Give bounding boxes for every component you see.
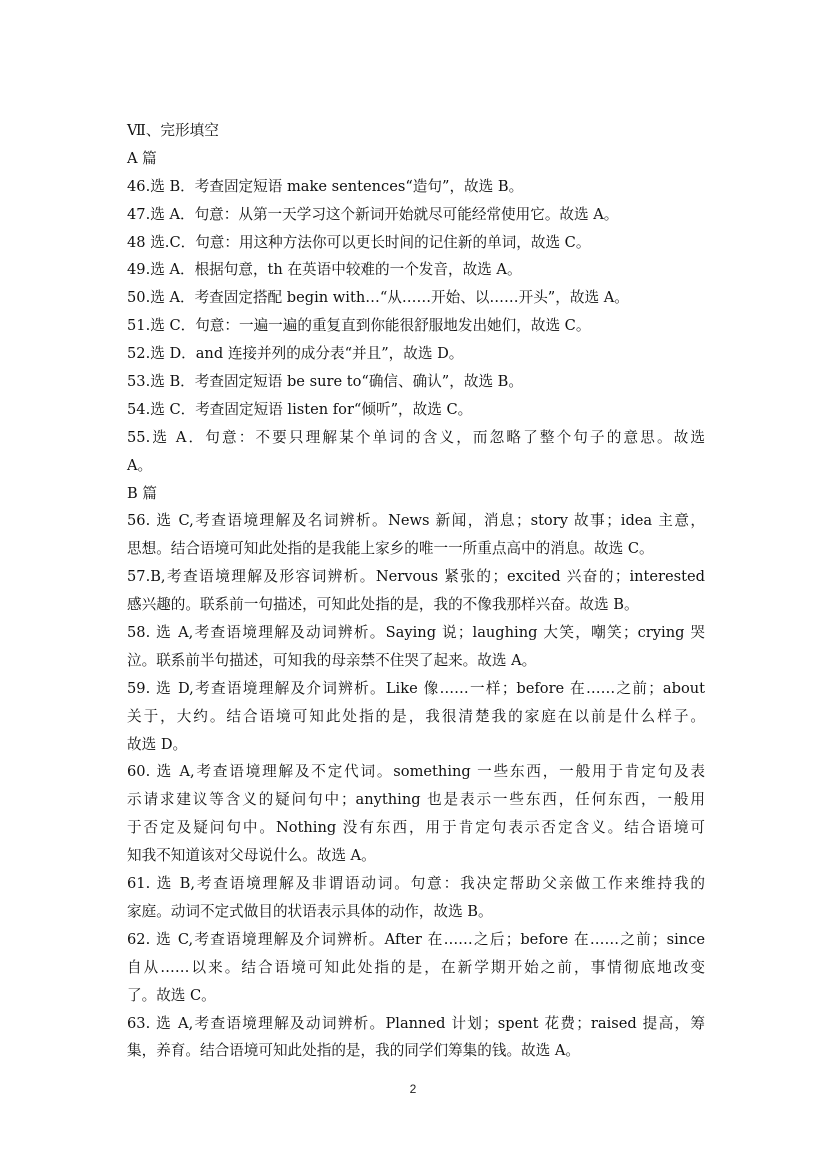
answer-55-line-1: 55.选 A．句意：不要只理解某个单词的含义，而忽略了整个句子的意思。故选	[127, 428, 705, 446]
part-a-heading: A 篇	[127, 149, 157, 167]
answer-60-line-2: 示请求建议等含义的疑问句中；anything 也是表示一些东西，任何东西，一般用	[127, 791, 705, 809]
section-title: Ⅶ、完形填空	[127, 122, 219, 139]
answer-61-line-1: 61. 选 B,考查语境理解及非谓语动词。句意：我决定帮助父亲做工作来维持我的	[127, 875, 705, 893]
answer-49: 49.选 A．根据句意，th 在英语中较难的一个发音，故选 A。	[127, 261, 522, 279]
answer-59-line-2: 关于，大约。结合语境可知此处指的是，我很清楚我的家庭在以前是什么样子。	[127, 707, 705, 725]
answer-62-line-3: 了。故选 C。	[127, 986, 216, 1004]
answer-document	[127, 117, 705, 1065]
answer-53: 53.选 B．考查固定短语 be sure to“确信、确认”，故选 B。	[127, 373, 523, 391]
answer-57-line-2: 感兴趣的。联系前一句描述，可知此处指的是，我的不像我那样兴奋。故选 B。	[127, 596, 639, 614]
answer-63-line-1: 63. 选 A,考查语境理解及动词辨析。Planned 计划；spent 花费；raised 提高，筹	[127, 1014, 705, 1032]
answer-50: 50.选 A．考查固定搭配 begin with…“从……开始、以……开头”，故选 A。	[127, 289, 629, 307]
answer-61-line-2: 家庭。动词不定式做目的状语表示具体的动作，故选 B。	[127, 902, 493, 920]
answer-60-line-4: 知我不知道该对父母说什么。故选 A。	[127, 847, 376, 865]
answer-54: 54.选 C．考查固定短语 listen for“倾听”，故选 C。	[127, 400, 473, 418]
answer-63-line-2: 集，养育。结合语境可知此处指的是，我的同学们筹集的钱。故选 A。	[127, 1042, 580, 1060]
page-number: 2	[409, 1082, 417, 1096]
answer-59-line-1: 59. 选 D,考查语境理解及介词辨析。Like 像……一样；before 在……之前；about	[127, 679, 705, 697]
answer-47: 47.选 A．句意：从第一天学习这个新词开始就尽可能经常使用它。故选 A。	[127, 205, 619, 223]
answer-62-line-2: 自从……以来。结合语境可知此处指的是，在新学期开始之前，事情彻底地改变	[127, 958, 705, 976]
answer-51: 51.选 C．句意：一遍一遍的重复直到你能很舒服地发出她们，故选 C。	[127, 317, 591, 335]
answer-55-line-2: A。	[127, 456, 153, 474]
answer-52: 52.选 D．and 连接并列的成分表“并且”，故选 D。	[127, 345, 464, 363]
answer-56-line-2: 思想。结合语境可知此处指的是我能上家乡的唯一一所重点高中的消息。故选 C。	[127, 540, 654, 558]
answer-60-line-1: 60. 选 A,考查语境理解及不定代词。something 一些东西，一般用于肯定句及表	[127, 763, 705, 781]
answer-48: 48 选.C．句意：用这种方法你可以更长时间的记住新的单词，故选 C。	[127, 233, 591, 251]
answer-57-line-1: 57.B,考查语境理解及形容词辨析。Nervous 紧张的；excited 兴奋的；interested	[127, 568, 705, 586]
answer-59-line-3: 故选 D。	[127, 735, 188, 753]
answer-46: 46.选 B．考查固定短语 make sentences“造句”，故选 B。	[127, 177, 524, 195]
part-b-heading: B 篇	[127, 484, 157, 502]
answer-56-line-1: 56. 选 C,考查语境理解及名词辨析。News 新闻，消息；story 故事；idea 主意，	[127, 512, 705, 530]
answer-58-line-1: 58. 选 A,考查语境理解及动词辨析。Saying 说；laughing 大笑，嘲笑；crying 哭	[127, 624, 705, 642]
answer-62-line-1: 62. 选 C,考查语境理解及介词辨析。After 在……之后；before 在……之前；since	[127, 930, 705, 948]
answer-58-line-2: 泣。联系前半句描述，可知我的母亲禁不住哭了起来。故选 A。	[127, 651, 537, 669]
answer-60-line-3: 于否定及疑问句中。Nothing 没有东西，用于肯定句表示否定含义。结合语境可	[127, 819, 705, 837]
